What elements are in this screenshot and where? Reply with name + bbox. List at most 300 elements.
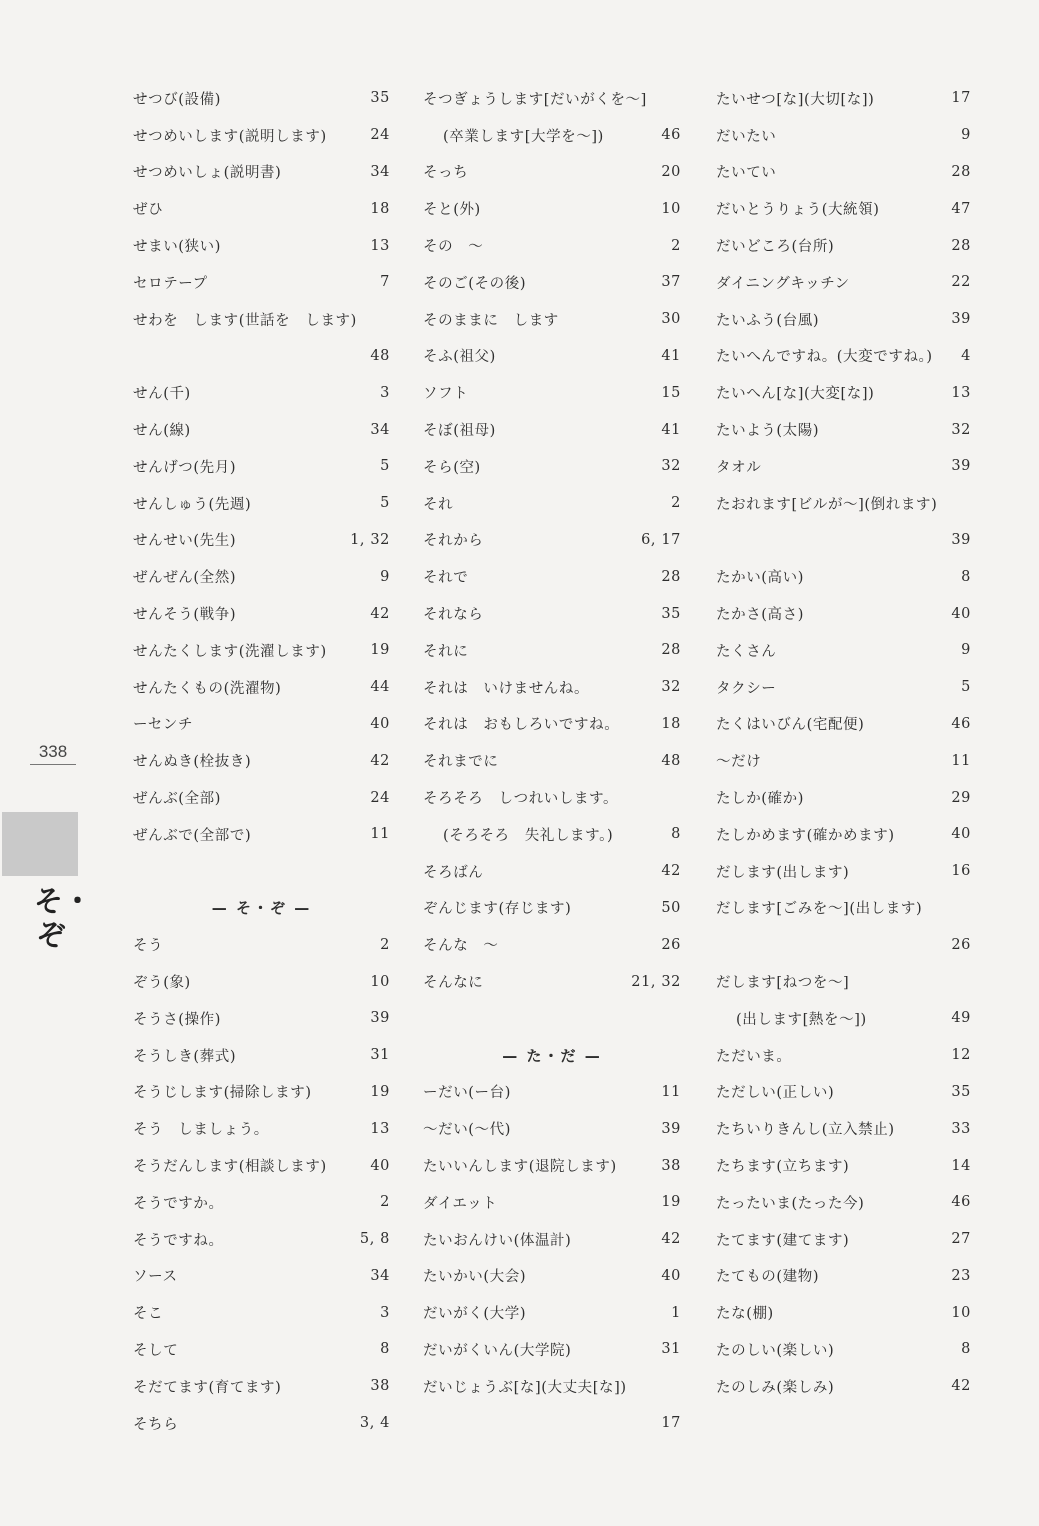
entry-lesson-number: 42 xyxy=(370,752,390,769)
entry-lesson-number: 18 xyxy=(370,200,390,217)
entry-lesson-number: 31 xyxy=(661,1341,681,1358)
entry-term: そんな ～ xyxy=(423,938,499,955)
entry-lesson-number: 35 xyxy=(951,1083,971,1100)
entry-term: (卒業します[大学を～]) xyxy=(443,128,604,145)
entry-term: それなら xyxy=(423,607,484,624)
index-entry xyxy=(423,80,681,117)
entry-term: せんせい(先生) xyxy=(133,533,237,550)
entry-lesson-number: 32 xyxy=(661,679,681,696)
entry-term: そんなに xyxy=(423,975,484,992)
entry-term: たいよう(太陽) xyxy=(716,423,820,440)
index-entry xyxy=(133,190,390,227)
index-entry xyxy=(716,1147,971,1184)
index-entry xyxy=(133,117,390,154)
entry-term: そうじします(掃除します) xyxy=(133,1085,312,1102)
entry-term: せんたくもの(洗濯物) xyxy=(133,680,282,697)
entry-term: たてもの(建物) xyxy=(716,1269,820,1286)
index-entry xyxy=(716,117,971,154)
index-entry xyxy=(133,816,390,853)
entry-term: ダイエット xyxy=(423,1195,498,1212)
entry-lesson-number: 8 xyxy=(380,1341,390,1358)
entry-term: せつび(設備) xyxy=(133,91,222,108)
index-entry xyxy=(716,264,971,301)
entry-term: ーだい(ー台) xyxy=(423,1085,512,1102)
index-entry xyxy=(133,227,390,264)
entry-lesson-number: 5 xyxy=(380,458,390,475)
index-entry xyxy=(716,301,971,338)
entry-term: (出します[熱を～]) xyxy=(736,1011,867,1028)
entry-lesson-number: 19 xyxy=(370,642,390,659)
entry-lesson-number: 1, 32 xyxy=(350,531,390,548)
index-entry xyxy=(423,1110,681,1147)
index-entry xyxy=(716,1000,971,1037)
index-entry xyxy=(716,1074,971,1111)
entry-term: たいへん[な](大変[な]) xyxy=(716,386,875,403)
entry-lesson-number: 46 xyxy=(661,127,681,144)
entry-lesson-number: 16 xyxy=(951,863,971,880)
entry-lesson-number: 47 xyxy=(951,200,971,217)
entry-term: せまい(狭い) xyxy=(133,239,222,256)
index-entry xyxy=(133,1405,390,1442)
entry-lesson-number: 9 xyxy=(961,127,971,144)
index-entry xyxy=(423,1147,681,1184)
entry-term: そうですね。 xyxy=(133,1232,224,1249)
index-entry xyxy=(423,374,681,411)
entry-lesson-number: 6, 17 xyxy=(641,531,681,548)
entry-term: たくさん xyxy=(716,643,777,660)
entry-term: ーセンチ xyxy=(133,717,194,734)
index-entry xyxy=(423,1331,681,1368)
entry-lesson-number: 39 xyxy=(370,1010,390,1027)
entry-term: だいじょうぶ[な](大丈夫[な]) xyxy=(423,1379,627,1396)
entry-lesson-number: 34 xyxy=(370,1267,390,1284)
entry-term: せわを します(世話を します) xyxy=(133,312,357,329)
entry-lesson-number: 28 xyxy=(661,642,681,659)
entry-term: だします(出します) xyxy=(716,864,850,881)
index-entry xyxy=(423,448,681,485)
entry-term: せんぬき(栓抜き) xyxy=(133,754,252,771)
index-entry xyxy=(133,448,390,485)
index-entry xyxy=(423,595,681,632)
index-entry xyxy=(133,1221,390,1258)
entry-lesson-number: 13 xyxy=(951,384,971,401)
entry-lesson-number: 41 xyxy=(661,347,681,364)
entry-term: せん(千) xyxy=(133,386,191,403)
index-entry xyxy=(716,1184,971,1221)
index-entry xyxy=(716,190,971,227)
index-entry xyxy=(423,227,681,264)
entry-term: そうですか。 xyxy=(133,1195,224,1212)
index-entry xyxy=(423,669,681,706)
index-entry xyxy=(423,485,681,522)
entry-lesson-number: 8 xyxy=(671,826,681,843)
entry-term: そうさ(操作) xyxy=(133,1011,222,1028)
index-entry xyxy=(423,1405,681,1442)
entry-term: そっち xyxy=(423,165,469,182)
index-entry xyxy=(716,632,971,669)
entry-term: そふ(祖父) xyxy=(423,349,496,366)
index-entry xyxy=(716,374,971,411)
index-entry xyxy=(716,411,971,448)
entry-term: その ～ xyxy=(423,239,484,256)
entry-lesson-number: 15 xyxy=(661,384,681,401)
entry-term: ～だい(～代) xyxy=(423,1122,512,1139)
entry-lesson-number: 19 xyxy=(370,1083,390,1100)
entry-term: タクシー xyxy=(716,680,777,697)
entry-term: それから xyxy=(423,533,484,550)
index-entry xyxy=(133,1184,390,1221)
index-entry xyxy=(716,779,971,816)
entry-lesson-number: 8 xyxy=(961,568,971,585)
entry-term: たしか(確か) xyxy=(716,791,805,808)
index-entry xyxy=(133,963,390,1000)
entry-term: たいいんします(退院します) xyxy=(423,1159,617,1175)
entry-term: たったいま(たった今) xyxy=(716,1195,865,1212)
entry-lesson-number: 7 xyxy=(380,274,390,291)
index-entry xyxy=(133,374,390,411)
entry-term: そつぎょうします[だいがくを～] xyxy=(423,91,647,108)
entry-term: それは いけませんね。 xyxy=(423,680,590,697)
entry-term: そちら xyxy=(133,1416,179,1433)
entry-term: そうしき(葬式) xyxy=(133,1048,237,1065)
entry-lesson-number: 50 xyxy=(661,899,681,916)
index-entry xyxy=(133,558,390,595)
index-entry xyxy=(133,742,390,779)
entry-term: それで xyxy=(423,570,469,587)
entry-lesson-number: 32 xyxy=(661,458,681,475)
entry-lesson-number: 44 xyxy=(370,679,390,696)
entry-term: そして xyxy=(133,1342,179,1359)
entry-lesson-number: 14 xyxy=(951,1157,971,1174)
index-entry xyxy=(133,1000,390,1037)
entry-lesson-number: 10 xyxy=(951,1304,971,1321)
index-entry xyxy=(423,154,681,191)
entry-lesson-number: 42 xyxy=(370,605,390,622)
entry-lesson-number: 19 xyxy=(661,1194,681,1211)
entry-lesson-number: 39 xyxy=(951,458,971,475)
entry-term: (そろそろ 失礼します。) xyxy=(443,827,614,844)
entry-lesson-number: 5 xyxy=(961,679,971,696)
index-entry xyxy=(423,890,681,927)
entry-term: せつめいします(説明します) xyxy=(133,128,327,145)
entry-lesson-number: 2 xyxy=(671,237,681,254)
entry-term: そぼ(祖母) xyxy=(423,423,496,440)
entry-lesson-number: 33 xyxy=(951,1120,971,1137)
index-entry xyxy=(716,595,971,632)
entry-term: たくはいびん(宅配便) xyxy=(716,717,865,734)
entry-lesson-number: 2 xyxy=(380,936,390,953)
entry-term: せんげつ(先月) xyxy=(133,459,237,476)
entry-lesson-number: 13 xyxy=(370,237,390,254)
entry-lesson-number: 27 xyxy=(951,1231,971,1248)
index-entry xyxy=(133,1258,390,1295)
entry-term: だいどころ(台所) xyxy=(716,239,835,256)
index-entry xyxy=(423,411,681,448)
index-entry xyxy=(423,301,681,338)
index-entry xyxy=(423,264,681,301)
entry-term: せつめいしょ(説明書) xyxy=(133,165,282,182)
entry-term: だいがく(大学) xyxy=(423,1306,527,1323)
entry-lesson-number: 42 xyxy=(661,1231,681,1248)
entry-term: たいてい xyxy=(716,165,777,182)
entry-term: だいがくいん(大学院) xyxy=(423,1342,572,1359)
index-entry xyxy=(716,1110,971,1147)
entry-term: たいせつ[な](大切[な]) xyxy=(716,91,875,108)
index-entry xyxy=(423,190,681,227)
entry-lesson-number: 40 xyxy=(951,826,971,843)
index-entry xyxy=(716,227,971,264)
entry-lesson-number: 37 xyxy=(661,274,681,291)
entry-lesson-number: 28 xyxy=(951,237,971,254)
entry-lesson-number: 5, 8 xyxy=(359,1231,390,1248)
entry-term: せん(線) xyxy=(133,423,191,440)
entry-lesson-number: 38 xyxy=(370,1378,390,1395)
index-entry xyxy=(716,154,971,191)
entry-term: そのご(その後) xyxy=(423,275,527,292)
entry-term: ぞう(象) xyxy=(133,975,191,992)
entry-lesson-number: 13 xyxy=(370,1120,390,1137)
index-entry xyxy=(133,80,390,117)
entry-lesson-number: 48 xyxy=(370,347,390,364)
entry-lesson-number: 46 xyxy=(951,1194,971,1211)
entry-term: そう xyxy=(133,938,164,955)
index-entry xyxy=(716,338,971,375)
entry-lesson-number: 31 xyxy=(370,1047,390,1064)
index-entry xyxy=(716,1258,971,1295)
entry-term: ぜんぜん(全然) xyxy=(133,570,237,587)
index-entry xyxy=(423,963,681,1000)
entry-lesson-number: 29 xyxy=(951,789,971,806)
entry-term: ソフト xyxy=(423,386,469,403)
entry-term: だします[ねつを～] xyxy=(716,975,850,992)
entry-term: せんそう(戦争) xyxy=(133,607,237,624)
entry-term: たのしみ(楽しみ) xyxy=(716,1379,835,1396)
index-entry xyxy=(133,485,390,522)
entry-term: たてます(建てます) xyxy=(716,1232,850,1249)
entry-lesson-number: 3 xyxy=(380,1304,390,1321)
entry-lesson-number: 34 xyxy=(370,163,390,180)
index-entry xyxy=(716,485,971,522)
index-entry xyxy=(423,1221,681,1258)
entry-lesson-number: 4 xyxy=(961,347,971,364)
entry-lesson-number: 11 xyxy=(661,1083,681,1100)
entry-lesson-number: 23 xyxy=(951,1267,971,1284)
index-entry xyxy=(423,706,681,743)
index-entry xyxy=(133,926,390,963)
entry-term: ぞんじます(存じます) xyxy=(423,901,572,918)
index-entry xyxy=(716,558,971,595)
entry-term: だします[ごみを～](出します) xyxy=(716,901,923,918)
index-entry xyxy=(133,706,390,743)
entry-lesson-number: 39 xyxy=(951,311,971,328)
entry-term: そう しましょう。 xyxy=(133,1122,269,1139)
index-entry xyxy=(716,1368,971,1405)
entry-term: たいふう(台風) xyxy=(716,312,820,329)
index-entry xyxy=(716,80,971,117)
entry-lesson-number: 3, 4 xyxy=(359,1415,390,1432)
entry-lesson-number: 35 xyxy=(661,605,681,622)
entry-lesson-number: 11 xyxy=(370,826,390,843)
index-entry xyxy=(133,301,390,338)
index-entry xyxy=(133,595,390,632)
entry-lesson-number: 10 xyxy=(661,200,681,217)
entry-lesson-number: 26 xyxy=(661,936,681,953)
index-entry xyxy=(716,1294,971,1331)
index-entry xyxy=(423,522,681,559)
entry-term: たいおんけい(体温計) xyxy=(423,1232,572,1249)
entry-term: そと(外) xyxy=(423,202,481,219)
entry-term: せんしゅう(先週) xyxy=(133,496,252,513)
entry-lesson-number: 24 xyxy=(370,127,390,144)
entry-term: たちいりきんし(立入禁止) xyxy=(716,1122,895,1139)
entry-term: たかさ(高さ) xyxy=(716,607,805,624)
entry-term: ただしい(正しい) xyxy=(716,1085,835,1102)
entry-term: そろばん xyxy=(423,864,484,881)
entry-term: タオル xyxy=(716,459,762,476)
entry-term: そら(空) xyxy=(423,459,481,476)
index-entry xyxy=(133,1074,390,1111)
index-entry xyxy=(133,264,390,301)
entry-lesson-number: 38 xyxy=(661,1157,681,1174)
entry-lesson-number: 8 xyxy=(961,1341,971,1358)
side-tab-marker xyxy=(2,812,78,876)
index-entry xyxy=(133,338,390,375)
entry-term: ～だけ xyxy=(716,754,762,771)
entry-term: ぜひ xyxy=(133,202,164,219)
entry-term: そこ xyxy=(133,1306,164,1323)
entry-lesson-number: 12 xyxy=(951,1047,971,1064)
index-column-3 xyxy=(716,80,971,1405)
index-entry xyxy=(133,1147,390,1184)
index-entry xyxy=(423,926,681,963)
index-entry xyxy=(133,1294,390,1331)
entry-lesson-number: 24 xyxy=(370,789,390,806)
index-entry xyxy=(423,558,681,595)
entry-lesson-number: 34 xyxy=(370,421,390,438)
spacer xyxy=(133,853,390,890)
entry-lesson-number: 18 xyxy=(661,715,681,732)
entry-term: そうだんします(相談します) xyxy=(133,1159,327,1175)
entry-lesson-number: 3 xyxy=(380,384,390,401)
entry-lesson-number: 41 xyxy=(661,421,681,438)
entry-lesson-number: 49 xyxy=(951,1010,971,1027)
index-entry xyxy=(133,632,390,669)
entry-term: たおれます[ビルが～](倒れます) xyxy=(716,496,938,513)
index-entry xyxy=(133,522,390,559)
entry-term: たいかい(大会) xyxy=(423,1269,527,1286)
index-entry xyxy=(716,706,971,743)
index-entry xyxy=(423,853,681,890)
index-entry xyxy=(133,154,390,191)
entry-term: たいへんですね。(大変ですね。) xyxy=(716,349,933,366)
entry-term: そのままに します xyxy=(423,312,559,329)
entry-lesson-number: 20 xyxy=(661,163,681,180)
index-entry xyxy=(716,816,971,853)
entry-lesson-number: 30 xyxy=(661,311,681,328)
entry-lesson-number: 28 xyxy=(661,568,681,585)
index-entry xyxy=(716,890,971,927)
index-entry xyxy=(133,411,390,448)
index-entry xyxy=(423,1074,681,1111)
entry-term: たしかめます(確かめます) xyxy=(716,827,895,844)
entry-lesson-number: 9 xyxy=(961,642,971,659)
entry-lesson-number: 40 xyxy=(370,1157,390,1174)
entry-term: それまでに xyxy=(423,754,499,771)
entry-lesson-number: 46 xyxy=(951,715,971,732)
entry-term: ダイニングキッチン xyxy=(716,275,850,292)
index-entry xyxy=(133,1368,390,1405)
entry-term: それ xyxy=(423,496,454,513)
entry-lesson-number: 5 xyxy=(380,495,390,512)
section-heading: — た・だ — xyxy=(502,1046,602,1065)
entry-term: せんたくします(洗濯します) xyxy=(133,643,327,660)
entry-lesson-number: 11 xyxy=(951,752,971,769)
entry-lesson-number: 42 xyxy=(661,863,681,880)
entry-term: たちます(立ちます) xyxy=(716,1159,850,1175)
entry-lesson-number: 17 xyxy=(661,1415,681,1432)
entry-term: だいたい xyxy=(716,128,777,145)
entry-term: たかい(高い) xyxy=(716,570,805,587)
entry-term: だいとうりょう(大統領) xyxy=(716,202,880,219)
entry-term: たのしい(楽しい) xyxy=(716,1342,835,1359)
index-entry xyxy=(423,1184,681,1221)
index-column-2 xyxy=(423,80,681,1441)
entry-lesson-number: 26 xyxy=(951,936,971,953)
entry-lesson-number: 40 xyxy=(370,715,390,732)
entry-lesson-number: 2 xyxy=(671,495,681,512)
page-number: 338 xyxy=(30,742,76,765)
index-entry xyxy=(133,1110,390,1147)
section-tab-label: そ・ぞ xyxy=(34,884,93,952)
index-entry xyxy=(423,632,681,669)
entry-term: たな(棚) xyxy=(716,1306,774,1323)
entry-lesson-number: 40 xyxy=(661,1267,681,1284)
index-entry xyxy=(423,1294,681,1331)
entry-term: ただいま。 xyxy=(716,1048,792,1065)
entry-term: それに xyxy=(423,643,469,660)
index-entry xyxy=(716,853,971,890)
entry-term: そだてます(育てます) xyxy=(133,1379,282,1396)
entry-lesson-number: 22 xyxy=(951,274,971,291)
entry-lesson-number: 1 xyxy=(671,1304,681,1321)
index-entry xyxy=(133,1331,390,1368)
entry-term: ぜんぶ(全部) xyxy=(133,791,222,808)
index-entry xyxy=(716,963,971,1000)
entry-lesson-number: 48 xyxy=(661,752,681,769)
index-entry xyxy=(716,926,971,963)
spacer xyxy=(423,1000,681,1037)
index-entry xyxy=(133,669,390,706)
entry-lesson-number: 42 xyxy=(951,1378,971,1395)
index-entry xyxy=(423,338,681,375)
index-entry xyxy=(716,742,971,779)
entry-term: そろそろ しつれいします。 xyxy=(423,791,619,808)
entry-lesson-number: 17 xyxy=(951,90,971,107)
index-column-1 xyxy=(133,80,390,1441)
entry-lesson-number: 21, 32 xyxy=(631,973,681,990)
index-entry xyxy=(423,742,681,779)
index-entry xyxy=(716,1221,971,1258)
entry-lesson-number: 2 xyxy=(380,1194,390,1211)
index-entry xyxy=(133,779,390,816)
entry-lesson-number: 9 xyxy=(380,568,390,585)
entry-lesson-number: 10 xyxy=(370,973,390,990)
entry-lesson-number: 40 xyxy=(951,605,971,622)
index-entry xyxy=(423,1258,681,1295)
index-entry xyxy=(716,1037,971,1074)
entry-lesson-number: 39 xyxy=(661,1120,681,1137)
index-entry xyxy=(716,669,971,706)
